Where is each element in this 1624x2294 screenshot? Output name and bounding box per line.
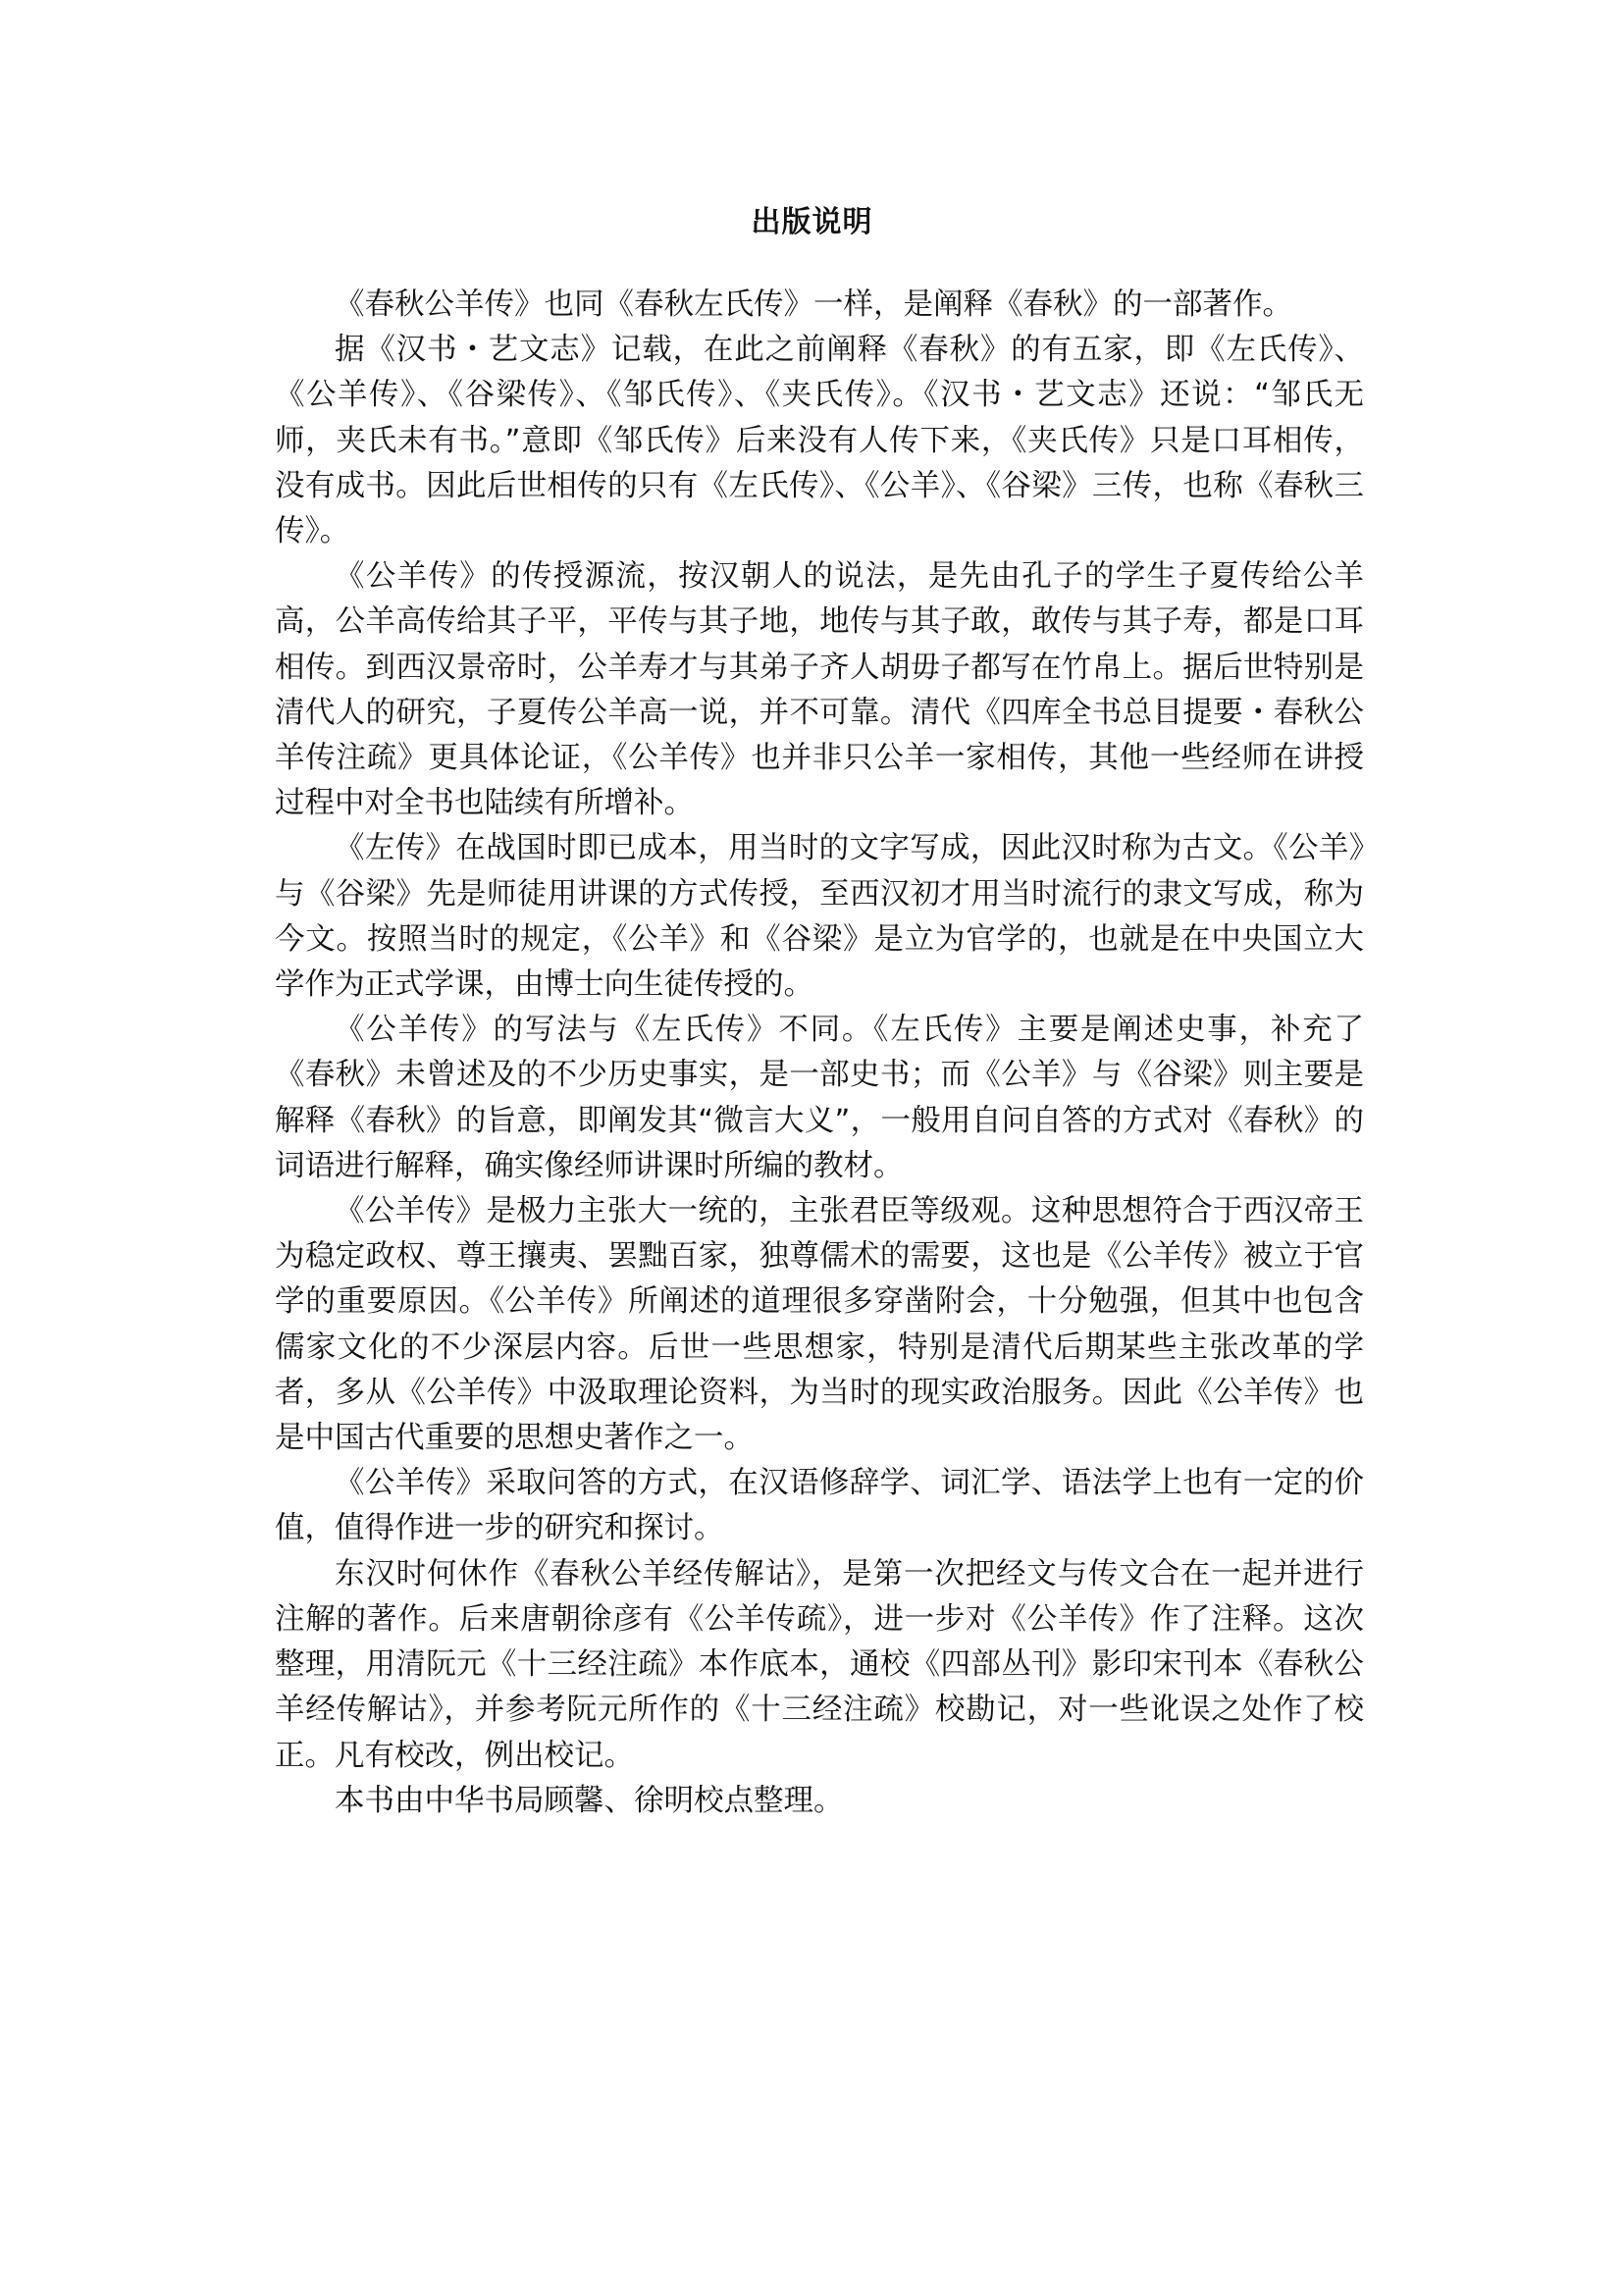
- paragraph: 《公羊传》的写法与《左氏传》不同。《左氏传》主要是阐述史事，补充了《春秋》未曾述及的不少历史事实，是一部史书；而《公羊》与《谷梁》则主要是解释《春秋》的旨意，即阐发其“微言大义”，一般用自问自答的方式对《春秋》的词语进行解释，确实像经师讲课时所编的教材。: [275, 1013, 1364, 1183]
- paragraph: 《左传》在战国时即已成本，用当时的文字写成，因此汉时称为古文。《公羊》与《谷梁》先是师徒用讲课的方式传授，至西汉初才用当时流行的隶文写成，称为今文。按照当时的规定，《公羊》和《谷梁》是立为官学的，也就是在中央国立大学作为正式学课，由博士向生徒传授的。: [275, 831, 1364, 1003]
- paragraph: 《公羊传》是极力主张大一统的，主张君臣等级观。这种思想符合于西汉帝王为稳定政权、尊王攘夷、罢黜百家，独尊儒术的需要，这也是《公羊传》被立于官学的重要原因。《公羊传》所阐述的道理很多穿凿附会，十分勉强，但其中也包含儒家文化的不少深层内容。后世一些思想家，特别是清代后期某些主张改革的学者，多从《公羊传》中汲取理论资料，为当时的现实政治服务。因此《公羊传》也是中国古代重要的思想史著作之一。: [275, 1194, 1364, 1456]
- paragraph: 东汉时何休作《春秋公羊经传解诂》，是第一次把经文与传文合在一起并进行注解的著作。后来唐朝徐彦有《公羊传疏》，进一步对《公羊传》作了注释。这次整理，用清阮元《十三经注疏》本作底本，通校《四部丛刊》影印宋刊本《春秋公羊经传解诂》，并参考阮元所作的《十三经注疏》校勘记，对一些讹误之处作了校正。凡有校改，例出校记。: [275, 1556, 1364, 1773]
- paragraph: 据《汉书・艺文志》记载，在此之前阐释《春秋》的有五家，即《左氏传》、《公羊传》、《谷梁传》、《邹氏传》、《夹氏传》。《汉书・艺文志》还说：“邹氏无师，夹氏未有书。”意即《邹氏传》后来没有人传下来，《夹氏传》只是口耳相传，没有成书。因此后世相传的只有《左氏传》、《公羊》、《谷梁》三传，也称《春秋三传》。: [275, 333, 1364, 549]
- page-title: 出版说明: [751, 205, 873, 239]
- paragraph: 《春秋公羊传》也同《春秋左氏传》一样，是阐释《春秋》的一部著作。: [335, 287, 1292, 322]
- document-body: [275, 283, 1364, 1824]
- paragraph: 《公羊传》采取问答的方式，在汉语修辞学、词汇学、语法学上也有一定的价值，值得作进一步的研究和探讨。: [275, 1466, 1364, 1546]
- paragraph: 本书由中华书局顾馨、徐明校点整理。: [335, 1783, 844, 1818]
- paragraph: 《公羊传》的传授源流，按汉朝人的说法，是先由孔子的学生子夏传给公羊高，公羊高传给其子平，平传与其子地，地传与其子敢，敢传与其子寿，都是口耳相传。到西汉景帝时，公羊寿才与其弟子齐人胡毋子都写在竹帛上。据后世特别是清代人的研究，子夏传公羊高一说，并不可靠。清代《四库全书总目提要・春秋公羊传注疏》更具体论证，《公羊传》也并非只公羊一家相传，其他一些经师在讲授过程中对全书也陆续有所增补。: [275, 559, 1364, 821]
